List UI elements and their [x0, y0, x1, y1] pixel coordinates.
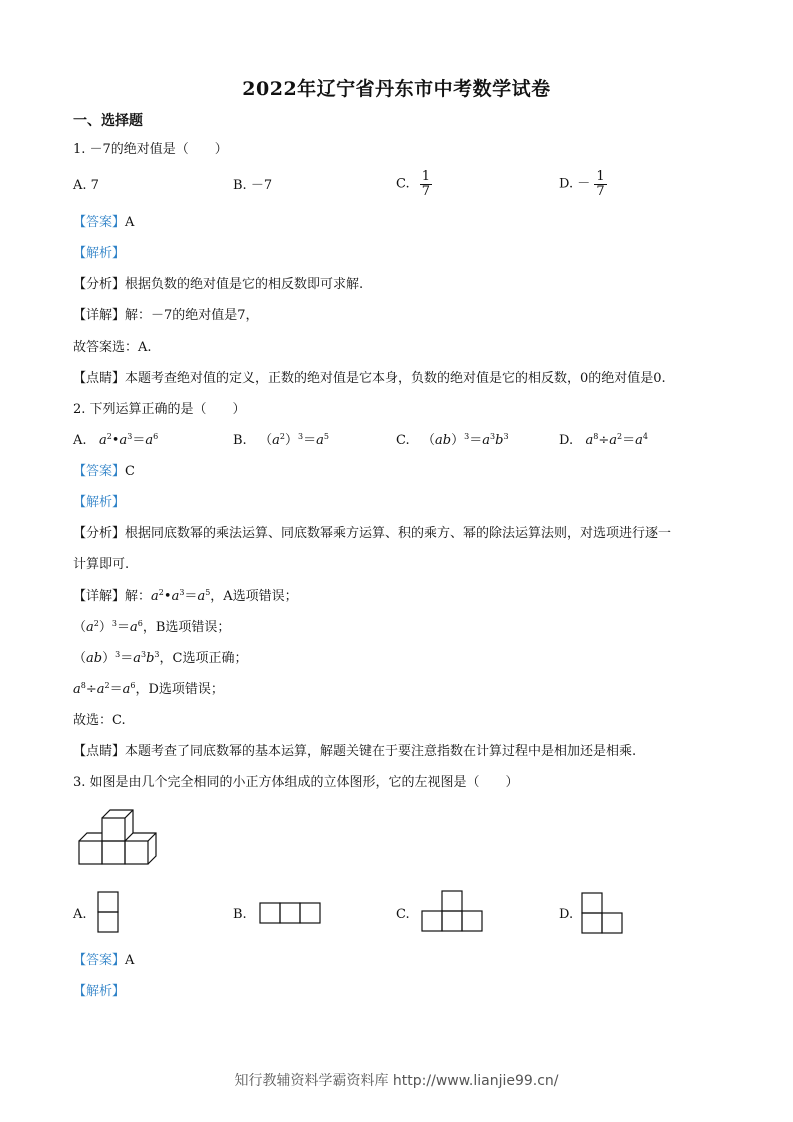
option-label: D. — [559, 176, 574, 192]
footer-watermark: 知行教辅资料学霸资料库 http://www.lianjie99.cn/ — [234, 1073, 559, 1089]
detail-prefix: 解： — [125, 589, 152, 604]
answer-tag: 【答案】 — [73, 464, 126, 479]
math-expr: $a^8\div a^2=a^6$ — [73, 681, 136, 697]
fraction-numerator: 1 — [421, 169, 431, 184]
math-expr: $(ab)^3=a^3b^3$ — [73, 650, 160, 666]
cube-solid-figure — [76, 808, 158, 868]
q1-analysis-tag: 【解析】 — [73, 246, 126, 261]
answer-value: A — [125, 953, 135, 968]
dianjing-text: 本题考查了同底数幂的基本运算，解题关键在于要注意指数在计算过程中是相加还是相乘. — [125, 744, 637, 759]
q2-option-b — [233, 433, 329, 449]
fraction — [420, 170, 432, 199]
q2-option-c — [396, 433, 509, 449]
fenxi-tag: 【分析】 — [73, 277, 126, 292]
q3-analysis-tag: 【解析】 — [73, 984, 126, 999]
fenxi-tag: 【分析】 — [73, 526, 126, 541]
fenxi-text: 根据负数的绝对值是它的相反数即可求解. — [125, 277, 364, 292]
math-expr: $(a^2)^3=a^6$ — [73, 619, 143, 635]
q2-detail-b — [73, 620, 230, 636]
detail-result: ，B选项错误； — [142, 620, 231, 635]
detail-tag: 【详解】 — [73, 308, 126, 323]
q1-detail — [73, 308, 259, 324]
q3-option-d-label: D. — [559, 907, 574, 922]
option-label: D. — [559, 433, 574, 448]
q2-answer — [73, 464, 135, 480]
detail-text: 解：－7的绝对值是7， — [125, 308, 259, 323]
q1-choose: 故答案选：A. — [73, 340, 152, 355]
q2-analysis-tag: 【解析】 — [73, 495, 126, 510]
q1-option-a: A. 7 — [73, 178, 99, 193]
detail-result: ，C选项正确； — [159, 651, 248, 666]
q1-answer — [73, 215, 134, 231]
page-title: 2022年辽宁省丹东市中考数学试卷 — [242, 78, 551, 100]
q2-dianjing — [73, 744, 636, 760]
fraction-denominator: 7 — [596, 184, 605, 199]
answer-tag: 【答案】 — [73, 953, 126, 968]
option-label: C. — [396, 176, 410, 192]
q2-detail-c — [73, 651, 247, 667]
q1-dianjing — [73, 371, 666, 387]
fraction-denominator: 7 — [421, 184, 431, 199]
q1-option-b: B. －7 — [233, 178, 273, 193]
q2-choose: 故选：C. — [73, 713, 126, 728]
detail-result: ，A选项错误； — [210, 589, 298, 604]
detail-tag: 【详解】 — [73, 589, 126, 604]
q3-option-c-label: C. — [396, 907, 410, 922]
math-expr: $a^2•a^3=a^5$ — [151, 588, 211, 604]
option-a-view-figure — [96, 890, 120, 934]
answer-value: A — [125, 215, 135, 230]
q2-stem: 2. 下列运算正确的是（ ） — [73, 402, 246, 417]
option-c-view-figure — [420, 889, 486, 935]
q1-fenxi — [73, 277, 363, 293]
q1-option-c — [396, 170, 432, 199]
negative-sign: － — [577, 176, 591, 192]
q3-option-b-label: B. — [233, 907, 247, 922]
q3-stem: 3. 如图是由几个完全相同的小正方体组成的立体图形，它的左视图是（ ） — [73, 775, 519, 790]
math-expr: $a^8\div a^2=a^4$ — [585, 432, 648, 448]
q2-detail-a — [73, 589, 298, 605]
answer-tag: 【答案】 — [73, 215, 126, 230]
q1-option-d — [559, 170, 607, 199]
q1-stem: 1. －7的绝对值是（ ） — [73, 142, 228, 157]
q2-option-d — [559, 433, 648, 449]
option-label: C. — [396, 433, 410, 448]
math-expr: $(ab)^3=a^3b^3$ — [422, 432, 509, 448]
fenxi-text: 根据同底数幂的乘法运算、同底数幂乘方运算、积的乘方、幂的除法运算法则，对选项进行逐一 — [125, 526, 672, 541]
option-b-view-figure — [258, 901, 324, 927]
dianjing-tag: 【点睛】 — [73, 744, 126, 759]
q3-option-a-label: A. — [73, 907, 87, 922]
fraction — [594, 170, 606, 199]
dianjing-tag: 【点睛】 — [73, 371, 126, 386]
q2-option-a — [73, 433, 158, 449]
q3-answer — [73, 953, 134, 969]
dianjing-text: 本题考查绝对值的定义，正数的绝对值是它本身，负数的绝对值是它的相反数，0的绝对值是0. — [125, 371, 666, 386]
detail-result: ，D选项错误； — [135, 682, 224, 697]
answer-value: C — [125, 464, 135, 479]
q2-fenxi — [73, 526, 671, 542]
q2-fenxi-continued: 计算即可. — [73, 557, 130, 572]
option-label: B. — [233, 433, 247, 448]
option-label: A. — [73, 433, 87, 448]
math-expr: $(a^2)^3=a^5$ — [259, 432, 329, 448]
option-d-view-figure — [580, 891, 626, 937]
fraction-numerator: 1 — [596, 169, 605, 184]
section-heading: 一、选择题 — [73, 113, 143, 129]
math-expr: $a^2•a^3=a^6$ — [98, 432, 159, 448]
q2-detail-d — [73, 682, 224, 698]
